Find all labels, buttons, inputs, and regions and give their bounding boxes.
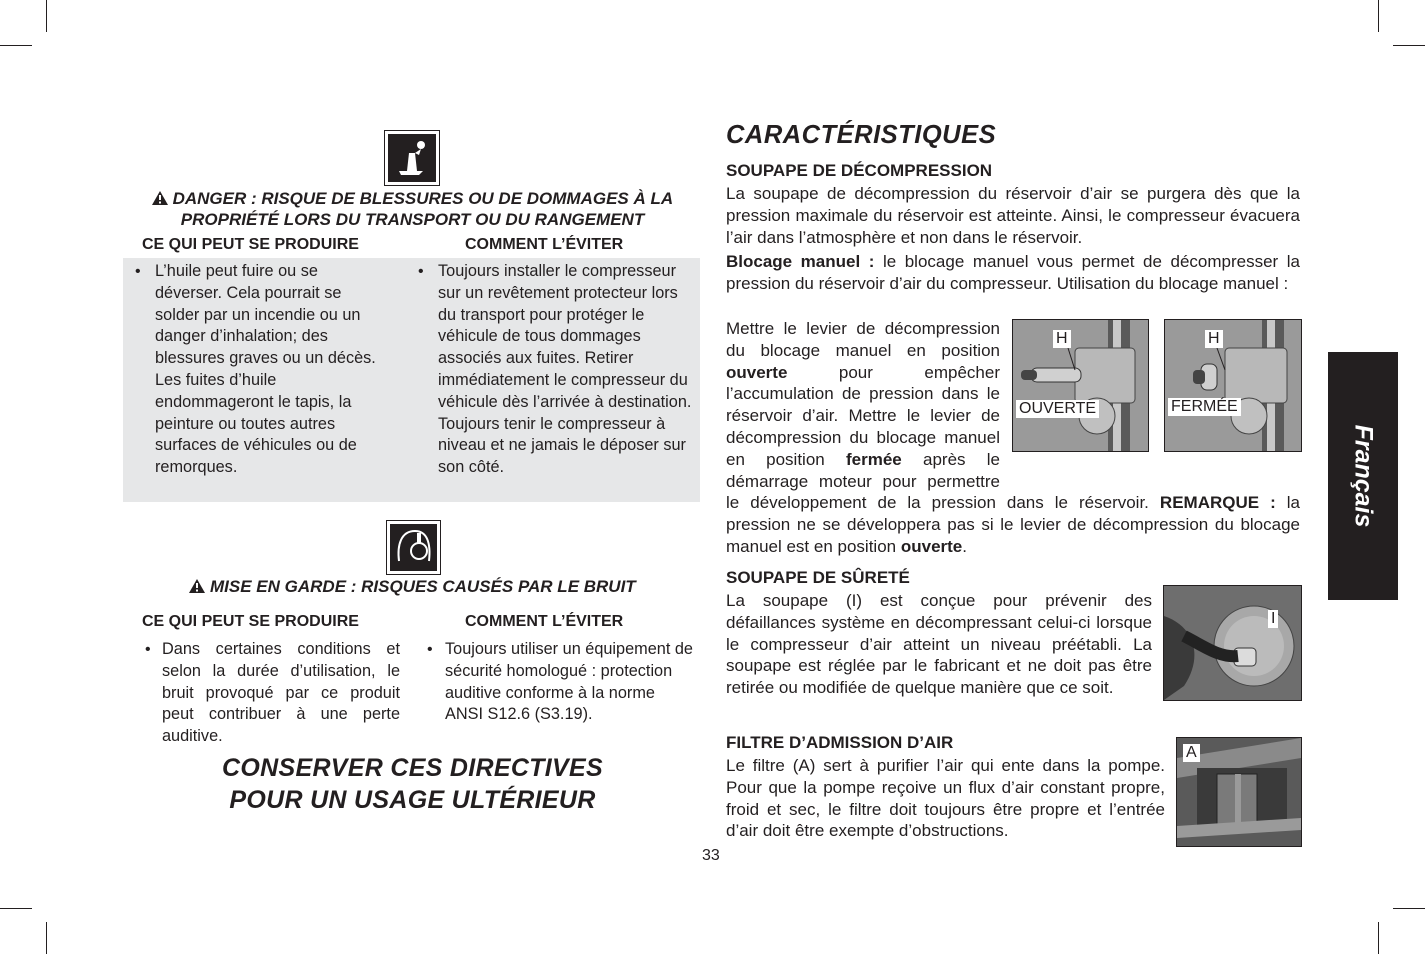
safety-valve-heading: SOUPAPE DE SÛRETÉ	[726, 568, 910, 587]
danger-col2-heading: COMMENT L’ÉVITER	[465, 236, 624, 253]
crop-mark	[0, 908, 32, 909]
bullet: •	[145, 641, 151, 658]
figure-label-open: OUVERTE	[1016, 400, 1099, 418]
caution-col1-heading: CE QUI PEUT SE PRODUIRE	[142, 613, 359, 630]
caution-col2-heading: COMMENT L’ÉVITER	[465, 613, 624, 630]
features-title: CARACTÉRISTIQUES	[726, 121, 997, 149]
crop-mark	[0, 45, 32, 46]
manual-lock-steps: Mettre le levier de décompression du blocage manuel en position ouverte pour empêcher l’accumulation de pression dans le réservoir d’air. Mettre le levier de décompression du blocage manuel en position fermée après le démarrage moteur pour permettre le développement de la pression dans le réservoir. REMARQUE : la pression ne se développera pas si le levier de décompression du blocage manuel est en position ouverte.	[726, 319, 1300, 556]
bullet: •	[427, 641, 433, 658]
danger-col2-text: Toujours installer le compresseur sur un revêtement protecteur lors du transport pour protéger le véhicule de tous dommages associés aux fuites. Retirer immédiatement le compresseur du véhicule dès l’arrivée à destination. Toujours tenir le compresseur à niveau et ne jamais le déposer sur son côté.	[438, 262, 692, 477]
figure-label-closed: FERMÉE	[1168, 398, 1241, 416]
danger-title: DANGER : RISQUE DE BLESSURES OU DE DOMMAGES À LA PROPRIÉTÉ LORS DU TRANSPORT OU DU RANGEMENT	[120, 188, 705, 230]
language-tab: Français	[1328, 352, 1398, 600]
manual-lock-intro: Blocage manuel : le blocage manuel vous permet de décompresser la pression du réservoir d’air du compresseur. Utilisation du blocage manuel :	[726, 252, 1300, 293]
air-filter-text: Le filtre (A) sert à purifier l’air qui ente dans la pompe. Pour que la pompe reçoive un flux d’air constant propre, froid et sec, le filtre doit toujours être propre et l’entrée d’air doit être exempte d’obstructions.	[726, 756, 1165, 841]
figure-letter: H	[1053, 330, 1071, 348]
bullet: •	[418, 263, 424, 280]
transport-warning-icon	[384, 130, 440, 186]
crop-mark	[46, 922, 47, 954]
crop-mark	[1378, 922, 1379, 954]
caution-col2-text: Toujours utiliser un équipement de sécurité homologué : protection auditive conforme à la norme ANSI S12.6 (S3.19).	[445, 640, 693, 724]
air-filter-heading: FILTRE D’ADMISSION D’AIR	[726, 733, 954, 752]
crop-mark	[1393, 45, 1425, 46]
warning-triangle-icon	[152, 189, 173, 208]
save-instructions-notice: CONSERVER CES DIRECTIVES POUR UN USAGE ULTÉRIEUR	[222, 754, 603, 814]
danger-col1-heading: CE QUI PEUT SE PRODUIRE	[142, 236, 359, 253]
crop-mark	[1378, 0, 1379, 32]
caution-title: MISE EN GARDE : RISQUES CAUSÉS PAR LE BRUIT	[120, 576, 705, 597]
relief-valve-heading: SOUPAPE DE DÉCOMPRESSION	[726, 161, 993, 180]
crop-mark	[46, 0, 47, 32]
caution-col1-text: Dans certaines conditions et selon la durée d’utilisation, le bruit provoqué par ce produit peut contribuer à une perte auditive.	[162, 640, 400, 746]
warning-triangle-icon	[189, 577, 210, 596]
figure-letter: H	[1205, 330, 1223, 348]
crop-mark	[1393, 908, 1425, 909]
hearing-protection-icon	[386, 520, 441, 575]
danger-col1-text: L’huile peut fuire ou se déverser. Cela pourrait se solder par un incendie ou un danger d’inhalation; des blessures graves ou un décès. Les fuites d’huile endommageront le tapis, la peinture ou toutes autres surfaces de véhicules ou de remorques.	[155, 262, 376, 477]
safety-valve-text: La soupape (I) est conçue pour prévenir des défaillances système en décompressant celui-ci lorsque le compresseur d’air atteint un niveau préétabli. La soupape est réglée par le fabricant et ne doit pas être retirée ou modifiée de quelque manière que ce soit.	[726, 591, 1152, 698]
bullet: •	[135, 263, 141, 280]
figure-letter: I	[1268, 610, 1278, 628]
figure-letter: A	[1183, 744, 1200, 762]
relief-valve-text: La soupape de décompression du réservoir d’air se purgera dès que la pression maximale du réservoir est atteinte. Ainsi, le compresseur évacuera l’air dans l’atmosphère et non dans le réservoir.	[726, 184, 1300, 247]
page-number: 33	[702, 847, 720, 864]
